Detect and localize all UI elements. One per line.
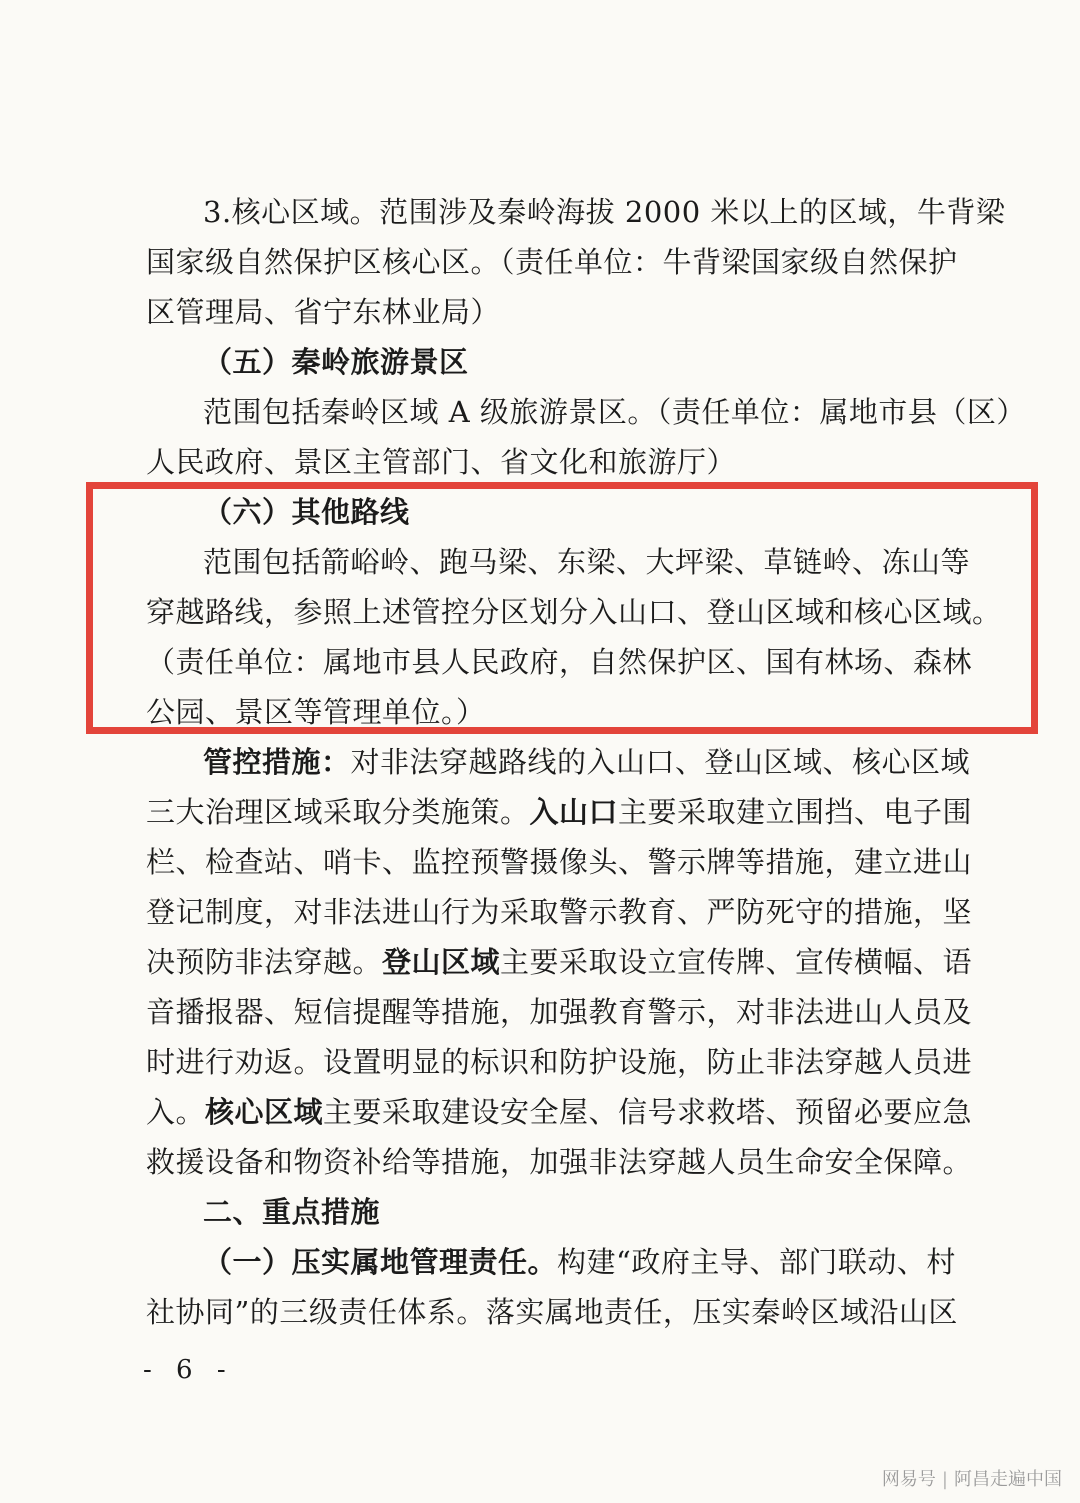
inline-bold-term: 入山口 [529,795,619,829]
watermark-separator: | [941,1469,948,1490]
paragraph-line: 救援设备和物资补给等措施，加强非法穿越人员生命安全保障。 [146,1145,973,1179]
inline-bold-term: （一）压实属地管理责任。 [203,1245,558,1279]
paragraph-line: 3.核心区域。范围涉及秦岭海拔 2000 米以上的区域，牛背梁 [203,195,1006,229]
section-heading: （六）其他路线 [203,495,410,529]
inline-bold-term: 登山区域 [382,945,501,979]
watermark-account: 阿昌走遍中国 [954,1469,1062,1490]
inline-bold-term: 核心区域 [205,1095,324,1129]
paragraph-line: 公园、景区等管理单位。） [146,695,486,729]
paragraph-line [203,1237,956,1287]
inline-bold-term: 管控措施： [203,745,351,779]
paragraph-line: 栏、检查站、哨卡、监控预警摄像头、警示牌等措施，建立进山 [146,845,973,879]
paragraph-line [146,937,972,987]
paragraph-line: 人民政府、景区主管部门、省文化和旅游厅） [146,445,737,479]
section-heading: （五）秦岭旅游景区 [203,345,469,379]
paragraph-line: 时进行劝返。设置明显的标识和防护设施，防止非法穿越人员进 [146,1045,973,1079]
paragraph-line: 范围包括箭峪岭、跑马梁、东梁、大坪梁、草链岭、冻山等 [203,545,971,579]
paragraph-line [146,1087,972,1137]
paragraph-line: 登记制度，对非法进山行为采取警示教育、严防死守的措施，坚 [146,895,973,929]
inline-text: 构建“政府主导、部门联动、村 [557,1245,956,1279]
inline-text: 决预防非法穿越。 [146,945,383,979]
watermark-brand: 网易号 [881,1469,936,1490]
inline-text: 主要采取建设安全屋、信号求救塔、预留必要应急 [323,1095,973,1129]
paragraph-line: 国家级自然保护区核心区。（责任单位：牛背梁国家级自然保护 [146,245,958,279]
paragraph-line [203,737,970,787]
inline-text: 主要采取设立宣传牌、宣传横幅、语 [500,945,973,979]
inline-text: 对非法穿越路线的入山口、登山区域、核心区域 [350,745,971,779]
paragraph-line [146,787,972,837]
page-number: - 6 - [143,1355,234,1385]
paragraph-line: 音播报器、短信提醒等措施，加强教育警示，对非法进山人员及 [146,995,973,1029]
inline-text: 入。 [146,1095,206,1129]
paragraph-line: 范围包括秦岭区域 A 级旅游景区。（责任单位：属地市县（区） [203,395,1026,429]
inline-text: 主要采取建立围挡、电子围 [618,795,973,829]
paragraph-line: 区管理局、省宁东林业局） [146,295,501,329]
watermark [882,1465,1062,1491]
inline-text: 三大治理区域采取分类施策。 [146,795,530,829]
paragraph-line: 穿越路线，参照上述管控分区划分入山口、登山区域和核心区域。 [146,595,1002,629]
section-heading: 二、重点措施 [203,1195,381,1229]
paragraph-line: （责任单位：属地市县人民政府，自然保护区、国有林场、森林 [146,645,973,679]
paragraph-line: 社协同”的三级责任体系。落实属地责任，压实秦岭区域沿山区 [146,1295,958,1329]
